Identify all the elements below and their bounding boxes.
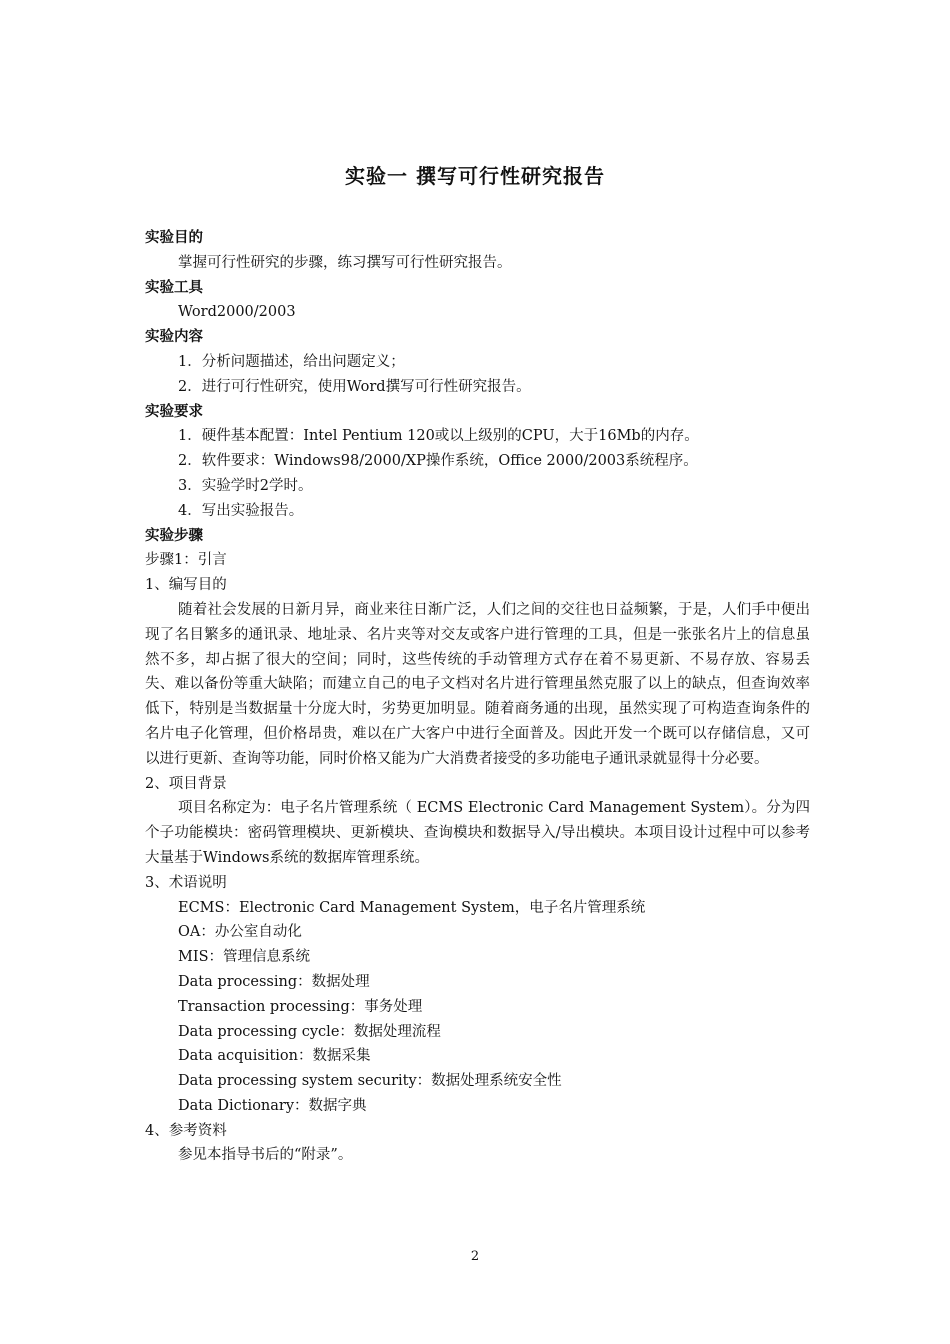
document-body: [145, 226, 810, 1168]
step1-label: 步骤1：引言: [145, 552, 227, 569]
purpose-text: 掌握可行性研究的步骤，练习撰写可行性研究报告。: [178, 254, 512, 271]
background-paragraph: 项目名称定为：电子名片管理系统（ ECMS Electronic Card Management System）。分为四个子功能模块：密码管理模块、更新模块、查询模块和数据导入/导出模块。本项目设计过程中可以参考大量基于Windows系统的数据库管理系统。: [145, 800, 810, 866]
section-heading-steps: 实验步骤: [145, 527, 203, 544]
content-item: 1．分析问题描述，给出问题定义；: [178, 353, 405, 370]
section-heading-tools: 实验工具: [145, 279, 203, 296]
term-item: Data processing：数据处理: [178, 973, 370, 990]
references-text: 参见本指导书后的“附录”。: [178, 1147, 353, 1164]
term-item: OA：办公室自动化: [178, 924, 302, 941]
subsection-heading-background: 2、项目背景: [145, 775, 227, 792]
requirement-item: 4．写出实验报告。: [178, 502, 304, 519]
term-item: ECMS：Electronic Card Management System，电子名片管理系统: [178, 899, 646, 916]
requirement-item: 1．硬件基本配置：Intel Pentium 120或以上级别的CPU，大于16Mb的内存。: [178, 428, 699, 445]
subsection-heading-terms: 3、术语说明: [145, 874, 227, 891]
requirement-item: 3．实验学时2学时。: [178, 477, 313, 494]
page-number: 2: [470, 1249, 480, 1264]
content-item: 2．进行可行性研究，使用Word撰写可行性研究报告。: [178, 378, 531, 395]
term-item: MIS：管理信息系统: [178, 949, 311, 966]
section-heading-requirements: 实验要求: [145, 403, 203, 420]
term-item: Transaction processing：事务处理: [178, 998, 423, 1015]
term-item: Data processing cycle：数据处理流程: [178, 1023, 441, 1040]
term-item: Data processing system security：数据处理系统安全性: [178, 1073, 562, 1090]
section-heading-content: 实验内容: [145, 329, 203, 346]
term-item: Data acquisition：数据采集: [178, 1048, 371, 1065]
section-heading-purpose: 实验目的: [145, 230, 203, 246]
term-item: Data Dictionary：数据字典: [178, 1097, 367, 1114]
requirement-item: 2．软件要求：Windows98/2000/XP操作系统，Office 2000/2003系统程序。: [178, 453, 698, 470]
subsection-heading-references: 4、参考资料: [145, 1122, 227, 1139]
purpose-paragraph: 随着社会发展的日新月异，商业来往日渐广泛，人们之间的交往也日益频繁，于是，人们手中便出现了名目繁多的通讯录、地址录、名片夹等对交友或客户进行管理的工具，但是一张张名片上的信息虽然不多，却占据了很大的空间；同时，这些传统的手动管理方式存在着不易更新、不易存放、容易丢失、难以备份等重大缺陷；而建立自己的电子文档对名片进行管理虽然克服了以上的缺点，但查询效率低下，特别是当数据量十分庞大时，劣势更加明显。随着商务通的出现，虽然实现了可构造查询条件的名片电子化管理，但价格昂贵，难以在广大客户中进行全面普及。因此开发一个既可以存储信息，又可以进行更新、查询等功能，同时价格又能为广大消费者接受的多功能电子通讯录就显得十分必要。: [145, 601, 810, 767]
document-title: 实验一 撰写可行性研究报告: [345, 164, 605, 188]
subsection-heading-purpose: 1、编写目的: [145, 577, 227, 594]
tools-text: Word2000/2003: [178, 304, 296, 321]
